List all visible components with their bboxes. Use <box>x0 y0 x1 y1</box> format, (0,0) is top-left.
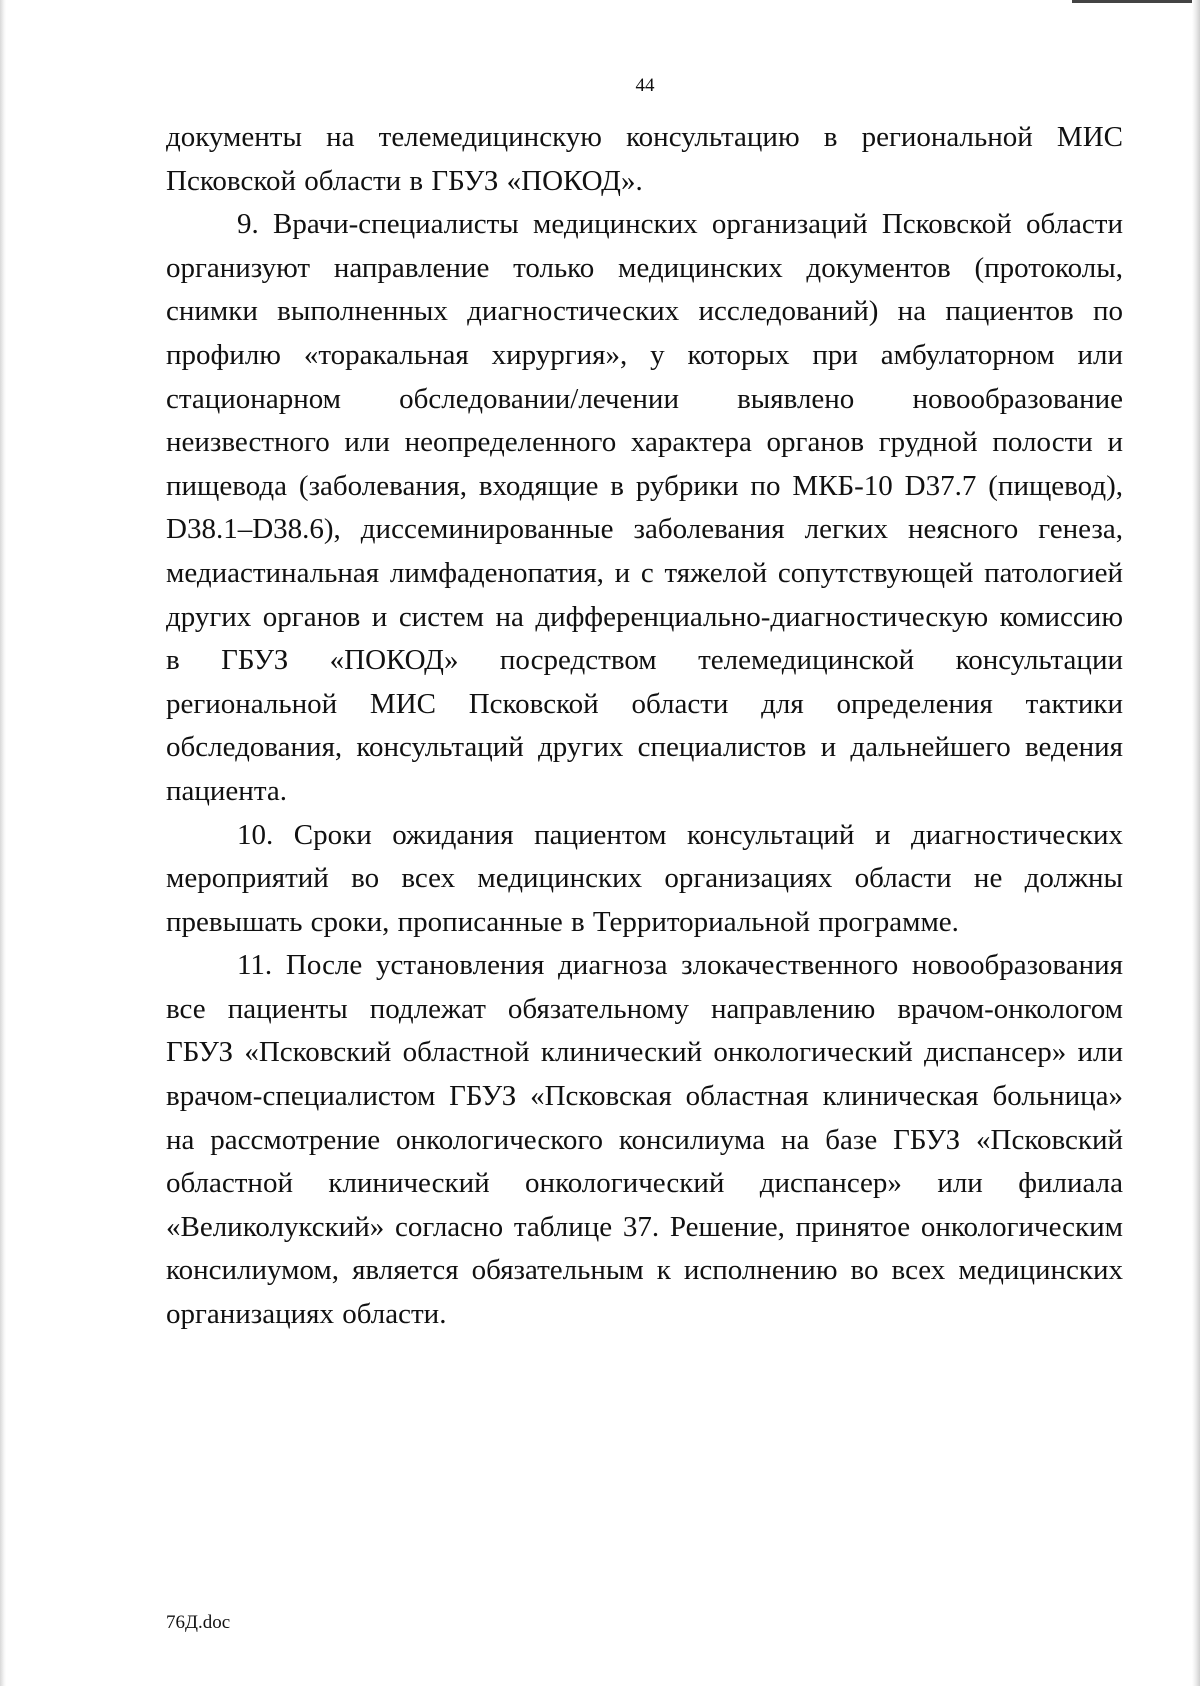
paragraph-continuation: документы на телемедицинскую консультацию в региональной МИС Псковской области в ГБУЗ «ПОКОД». <box>166 121 1123 197</box>
scan-edge-top-mark <box>1072 0 1192 3</box>
paragraph-item-9: 9. Врачи-специалисты медицинских организаций Псковской области организуют направление только медицинских документов (протоколы, снимки выполненных диагностических исследований) на пациентов по профилю «торакальная хирургия», у которых при амбулаторном или стационарном обследовании/лечении выявлено новообразование неизвестного или неопределенного характера органов грудной полости и пищевода (заболевания, входящие в рубрики по МКБ-10 D37.7 (пищевод), D38.1–D38.6), диссеминированные заболевания легких неясного генеза, медиастинальная лимфаденопатия, и с тяжелой сопутствующей патологией других органов и систем на дифференциально-диагностическую комиссию в ГБУЗ «ПОКОД» посредством телемедицинской консультации региональной МИС Псковской области для определения тактики обследования, консультаций других специалистов и дальнейшего ведения пациента. <box>166 208 1123 807</box>
scan-edge-right <box>1192 0 1200 1686</box>
page-number: 44 <box>635 75 655 96</box>
document-body <box>166 116 1123 1337</box>
footer-filename: 76Д.doc <box>166 1612 231 1633</box>
scan-edge-left <box>0 0 6 1686</box>
paragraph-item-11: 11. После установления диагноза злокачественного новообразования все пациенты подлежат обязательному направлению врачом-онкологом ГБУЗ «Псковский областной клинический онкологический диспансер» или врачом-специалистом ГБУЗ «Псковская областная клиническая больница» на рассмотрение онкологического консилиума на базе ГБУЗ «Псковский областной клинический онкологический диспансер» или филиала «Великолукский» согласно таблице 37. Решение, принятое онкологическим консилиумом, является обязательным к исполнению во всех медицинских организациях области. <box>166 949 1123 1331</box>
paragraph-item-10: 10. Сроки ожидания пациентом консультаций и диагностических мероприятий во всех медицинских организациях области не должны превышать сроки, прописанные в Территориальной программе. <box>166 818 1123 938</box>
